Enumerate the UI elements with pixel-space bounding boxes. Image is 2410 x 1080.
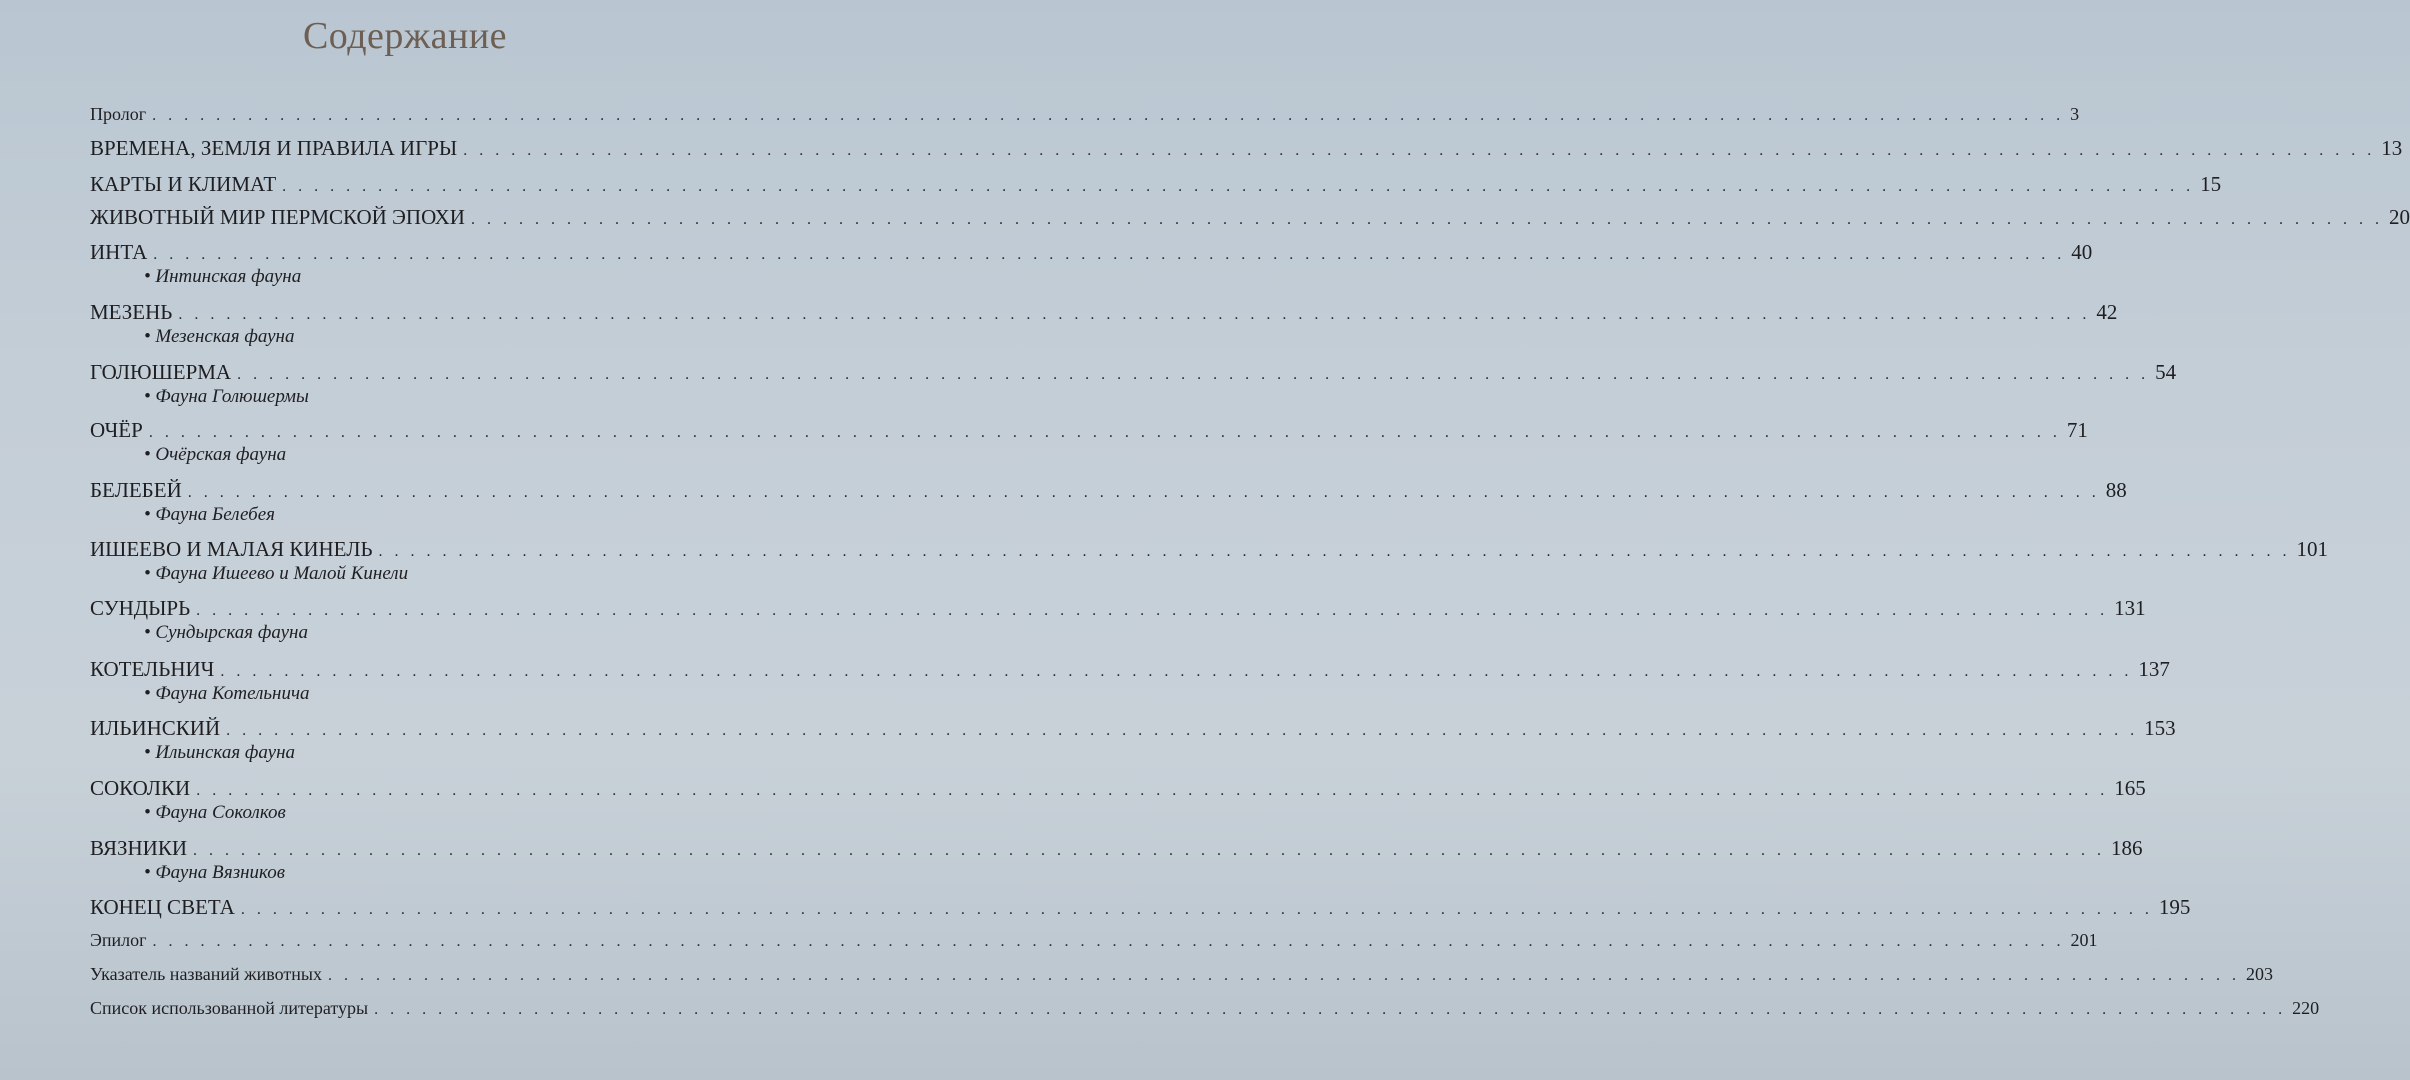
- dot-leader: . . . . . . . . . . . . . . . . . . . . . . . . . . . . . . . . . . . . . . . . . . . . . . . . . . . . . . . . . . . . . . . . . . . . . . . . . . . . . . . . . . . . . . . . . . . . . . . . . . . . . . . . . . . . . . . . . . . . . . . .: [193, 842, 2105, 859]
- toc-entry-line: [90, 930, 2098, 951]
- toc-entry-page-number: 201: [2070, 930, 2098, 950]
- toc-entry-page-number: 203: [2246, 964, 2273, 984]
- toc-entry-title: Указатель названий животных: [90, 964, 322, 984]
- toc-subentry: • Мезенская фауна: [144, 326, 295, 347]
- toc-entry-title: КАРТЫ И КЛИМАТ: [90, 172, 277, 196]
- toc-entry-line: [90, 205, 2410, 230]
- toc-subentry: • Фауна Голюшермы: [144, 386, 309, 407]
- toc-entry-title: БЕЛЕБЕЙ: [90, 478, 182, 502]
- toc-entry-title: КОТЕЛЬНИЧ: [90, 657, 215, 681]
- dot-leader: . . . . . . . . . . . . . . . . . . . . . . . . . . . . . . . . . . . . . . . . . . . . . . . . . . . . . . . . . . . . . . . . . . . . . . . . . . . . . . . . . . . . . . . . . . . . . . . . . . . . . . . . . . . . . . . . . . . . . . . .: [196, 602, 2109, 619]
- toc-entry-line: [90, 657, 2170, 682]
- toc-entry-line: [90, 776, 2146, 801]
- toc-entry-title: ИЛЬИНСКИЙ: [90, 716, 221, 740]
- toc-entry-line: [90, 998, 2320, 1019]
- toc-entry-line: [90, 104, 2080, 125]
- toc-subentry: • Фауна Вязников: [144, 862, 285, 883]
- toc-entry-line: [90, 836, 2143, 861]
- dot-leader: . . . . . . . . . . . . . . . . . . . . . . . . . . . . . . . . . . . . . . . . . . . . . . . . . . . . . . . . . . . . . . . . . . . . . . . . . . . . . . . . . . . . . . . . . . . . . . . . . . . . . . . . . . . . . . . . . . . . . . . .: [153, 246, 2066, 263]
- toc-subentry: • Интинская фауна: [144, 266, 302, 287]
- dot-leader: . . . . . . . . . . . . . . . . . . . . . . . . . . . . . . . . . . . . . . . . . . . . . . . . . . . . . . . . . . . . . . . . . . . . . . . . . . . . . . . . . . . . . . . . . . . . . . . . . . . . . . . . . . . . . . . . . . . . . . . .: [220, 663, 2133, 680]
- toc-subentry: • Фауна Ишеево и Малой Кинели: [144, 563, 409, 584]
- toc-entry-line: [90, 716, 2176, 741]
- toc-entry-title: ИШЕЕВО И МАЛАЯ КИНЕЛЬ: [90, 537, 373, 561]
- toc-subentry: • Фауна Котельнича: [144, 683, 310, 704]
- dot-leader: . . . . . . . . . . . . . . . . . . . . . . . . . . . . . . . . . . . . . . . . . . . . . . . . . . . . . . . . . . . . . . . . . . . . . . . . . . . . . . . . . . . . . . . . . . . . . . . . . . . . . . . . . . . . . . . . . . . . . . . .: [226, 722, 2139, 739]
- toc-entry-title: ИНТА: [90, 240, 148, 264]
- toc-entry-page-number: 88: [2105, 478, 2127, 502]
- dot-leader: . . . . . . . . . . . . . . . . . . . . . . . . . . . . . . . . . . . . . . . . . . . . . . . . . . . . . . . . . . . . . . . . . . . . . . . . . . . . . . . . . . . . . . . . . . . . . . . . . . . . . . . . . . . . . . . . . . . . . . . .: [187, 484, 2100, 501]
- toc-subentry: • Сундырская фауна: [144, 622, 308, 643]
- toc-entry-page-number: 131: [2114, 596, 2146, 620]
- toc-entry-title: ОЧЁР: [90, 418, 143, 442]
- toc-entry-title: ВЯЗНИКИ: [90, 836, 187, 860]
- toc-entry-title: Список использованной литературы: [90, 998, 369, 1018]
- toc-entry-title: КОНЕЦ СВЕТА: [90, 895, 235, 919]
- toc-entry-line: [90, 895, 2191, 920]
- toc-entry-title: СОКОЛКИ: [90, 776, 191, 800]
- toc-entry-title: Эпилог: [90, 930, 147, 950]
- toc-subentry: • Фауна Белебея: [144, 504, 275, 525]
- toc-entry-page-number: 15: [2200, 172, 2222, 196]
- dot-leader: . . . . . . . . . . . . . . . . . . . . . . . . . . . . . . . . . . . . . . . . . . . . . . . . . . . . . . . . . . . . . . . . . . . . . . . . . . . . . . . . . . . . . . . . . . . . . . . . . . . . . . . . . . . . . . . . . . . . . . . .: [148, 424, 2061, 441]
- toc-entry-line: [90, 478, 2127, 503]
- toc-entry-title: СУНДЫРЬ: [90, 596, 191, 620]
- toc-entry-line: [90, 240, 2093, 265]
- toc-entry-title: ГОЛЮШЕРМА: [90, 360, 232, 384]
- toc-entry-page-number: 71: [2066, 418, 2088, 442]
- dot-leader: . . . . . . . . . . . . . . . . . . . . . . . . . . . . . . . . . . . . . . . . . . . . . . . . . . . . . . . . . . . . . . . . . . . . . . . . . . . . . . . . . . . . . . . . . . . . . . . . . . . . . . . . . . . . . . . . . . . . . . . .: [374, 1001, 2287, 1018]
- toc-entry-line: [90, 136, 2403, 161]
- dot-leader: . . . . . . . . . . . . . . . . . . . . . . . . . . . . . . . . . . . . . . . . . . . . . . . . . . . . . . . . . . . . . . . . . . . . . . . . . . . . . . . . . . . . . . . . . . . . . . . . . . . . . . . . . . . . . . . . . . . . . . . .: [152, 107, 2065, 124]
- toc-entry-page-number: 195: [2158, 895, 2191, 919]
- toc-entry-line: [90, 172, 2222, 197]
- page-title: Содержание: [302, 15, 508, 57]
- toc-entry-page-number: 20: [2388, 205, 2410, 229]
- toc-entry-page-number: 220: [2292, 998, 2320, 1018]
- toc-subentry: • Очёрская фауна: [144, 444, 287, 465]
- toc-entry-page-number: 42: [2096, 300, 2118, 324]
- toc-entry-title: Пролог: [90, 104, 147, 124]
- toc-entry-title: МЕЗЕНЬ: [90, 300, 173, 324]
- toc-entry-line: [90, 537, 2329, 562]
- dot-leader: . . . . . . . . . . . . . . . . . . . . . . . . . . . . . . . . . . . . . . . . . . . . . . . . . . . . . . . . . . . . . . . . . . . . . . . . . . . . . . . . . . . . . . . . . . . . . . . . . . . . . . . . . . . . . . . . . . . . . . . .: [196, 782, 2109, 799]
- toc-entry-page-number: 54: [2155, 360, 2177, 384]
- toc-entry-page-number: 186: [2111, 836, 2143, 860]
- dot-leader: . . . . . . . . . . . . . . . . . . . . . . . . . . . . . . . . . . . . . . . . . . . . . . . . . . . . . . . . . . . . . . . . . . . . . . . . . . . . . . . . . . . . . . . . . . . . . . . . . . . . . . . . . . . . . . . . . . . . . . . .: [240, 901, 2153, 918]
- toc-entry-page-number: 153: [2144, 716, 2176, 740]
- toc-entry-page-number: 3: [2070, 104, 2080, 124]
- toc-entry-page-number: 40: [2071, 240, 2093, 264]
- toc-subentry: • Ильинская фауна: [144, 742, 296, 763]
- toc-subentry: • Фауна Соколков: [144, 802, 286, 823]
- toc-entry-page-number: 137: [2138, 657, 2170, 681]
- toc-entry-page-number: 13: [2381, 136, 2403, 160]
- dot-leader: . . . . . . . . . . . . . . . . . . . . . . . . . . . . . . . . . . . . . . . . . . . . . . . . . . . . . . . . . . . . . . . . . . . . . . . . . . . . . . . . . . . . . . . . . . . . . . . . . . . . . . . . . . . . . . . . . . . . . . . .: [470, 211, 2383, 228]
- toc-entry-line: [90, 418, 2088, 443]
- toc-entry-title: ЖИВОТНЫЙ МИР ПЕРМСКОЙ ЭПОХИ: [90, 205, 465, 229]
- toc-entry-title: ВРЕМЕНА, ЗЕМЛЯ И ПРАВИЛА ИГРЫ: [90, 136, 458, 160]
- dot-leader: . . . . . . . . . . . . . . . . . . . . . . . . . . . . . . . . . . . . . . . . . . . . . . . . . . . . . . . . . . . . . . . . . . . . . . . . . . . . . . . . . . . . . . . . . . . . . . . . . . . . . . . . . . . . . . . . . . . . . . . .: [463, 142, 2376, 159]
- dot-leader: . . . . . . . . . . . . . . . . . . . . . . . . . . . . . . . . . . . . . . . . . . . . . . . . . . . . . . . . . . . . . . . . . . . . . . . . . . . . . . . . . . . . . . . . . . . . . . . . . . . . . . . . . . . . . . . . . . . . . . . .: [378, 543, 2291, 560]
- toc-entry-page-number: 101: [2296, 537, 2329, 561]
- toc-entry-line: [90, 596, 2146, 621]
- dot-leader: . . . . . . . . . . . . . . . . . . . . . . . . . . . . . . . . . . . . . . . . . . . . . . . . . . . . . . . . . . . . . . . . . . . . . . . . . . . . . . . . . . . . . . . . . . . . . . . . . . . . . . . . . . . . . . . . . . . . . . . .: [328, 967, 2240, 984]
- toc-entry-line: [90, 360, 2177, 385]
- toc-entry-page-number: 165: [2114, 776, 2146, 800]
- toc-entry-line: [90, 300, 2118, 325]
- dot-leader: . . . . . . . . . . . . . . . . . . . . . . . . . . . . . . . . . . . . . . . . . . . . . . . . . . . . . . . . . . . . . . . . . . . . . . . . . . . . . . . . . . . . . . . . . . . . . . . . . . . . . . . . . . . . . . . . . . . . . . . .: [178, 306, 2091, 323]
- dot-leader: . . . . . . . . . . . . . . . . . . . . . . . . . . . . . . . . . . . . . . . . . . . . . . . . . . . . . . . . . . . . . . . . . . . . . . . . . . . . . . . . . . . . . . . . . . . . . . . . . . . . . . . . . . . . . . . . . . . . . . . .: [237, 366, 2150, 383]
- dot-leader: . . . . . . . . . . . . . . . . . . . . . . . . . . . . . . . . . . . . . . . . . . . . . . . . . . . . . . . . . . . . . . . . . . . . . . . . . . . . . . . . . . . . . . . . . . . . . . . . . . . . . . . . . . . . . . . . . . . . . . . .: [152, 933, 2065, 950]
- toc-entry-line: [90, 964, 2273, 985]
- dot-leader: . . . . . . . . . . . . . . . . . . . . . . . . . . . . . . . . . . . . . . . . . . . . . . . . . . . . . . . . . . . . . . . . . . . . . . . . . . . . . . . . . . . . . . . . . . . . . . . . . . . . . . . . . . . . . . . . . . . . . . . .: [282, 178, 2195, 195]
